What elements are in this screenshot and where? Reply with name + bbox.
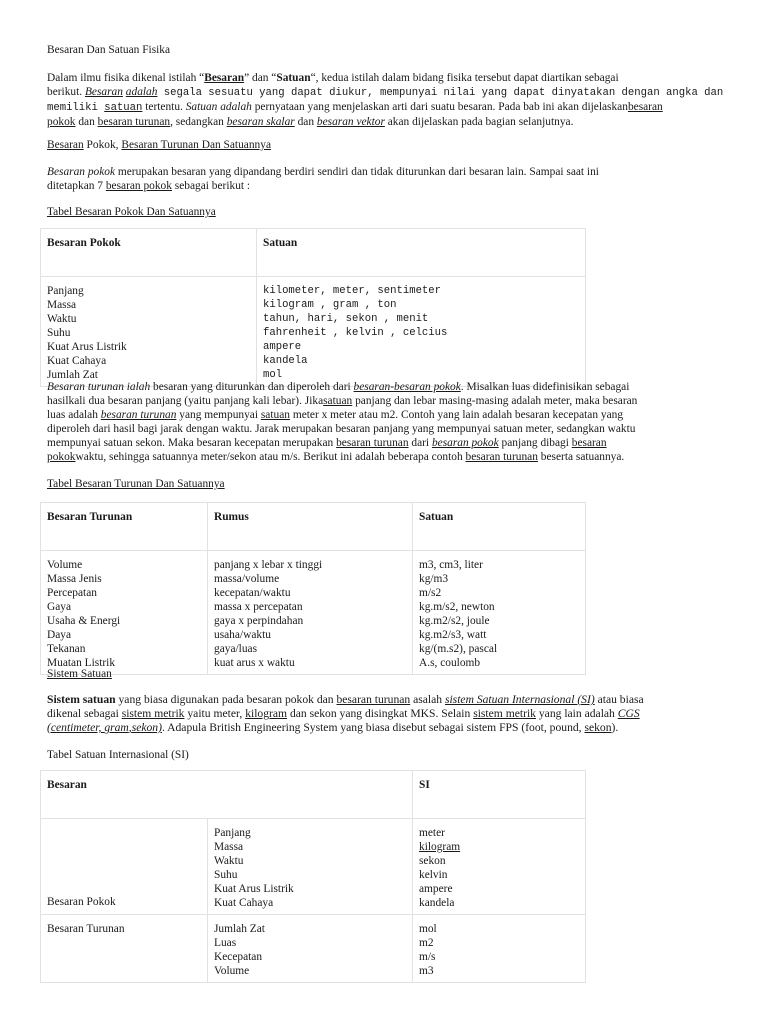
pokok-paragraph — [47, 165, 727, 193]
intro-line-2: berikut. Besaran adalah segala sesuatu yang dapat diukur, mempunyai nilai yang dapat dinyatakan dengan angka dan — [47, 86, 724, 99]
turunan-line-3: luas adalah besaran turunan yang mempunyai satuan meter x meter atau m2. Contoh yang lain adalah besaran kecepatan yang — [47, 409, 624, 421]
table-cell: kg.m2/s2, joule — [419, 615, 490, 627]
pokok-line-1: Besaran pokok merupakan besaran yang dipandang berdiri sendiri dan tidak diturunkan dari besaran lain. Sampai saat ini — [47, 166, 599, 178]
sistem-paragraph — [47, 693, 727, 735]
table-cell: kilometer, meter, sentimeter — [263, 285, 442, 297]
link-heading-turunan[interactable]: Besaran Turunan Dan Satuannya — [121, 139, 271, 151]
table-cell: sekon — [419, 855, 446, 867]
table2-header-besaran: Besaran Turunan — [41, 503, 208, 551]
table-cell: mol — [263, 369, 283, 381]
table3-header-besaran: Besaran — [41, 771, 413, 819]
sistem-line-3: (centimeter, gram,sekon). Adapula British Engineering System yang biasa disebut sebagai sistem FPS (foot, pound, sekon). — [47, 721, 619, 734]
intro-line-1: Dalam ilmu fisika dikenal istilah “Besaran” dan “Satuan“, kedua istilah dalam bidang fisika tersebut dapat diartikan sebagai — [47, 72, 619, 84]
table-cell: Jumlah Zat — [214, 923, 265, 935]
table-cell: Kuat Cahaya — [214, 897, 274, 909]
table3-group-pokok-units — [413, 819, 586, 915]
table-cell: tahun, hari, sekon , menit — [263, 313, 429, 325]
link-besaran-turunan-c[interactable]: besaran turunan — [336, 437, 409, 449]
link-sistem-metrik-b[interactable]: sistem metrik — [473, 707, 536, 720]
table2-col-besaran — [41, 551, 208, 675]
table-cell: kuat arus x waktu — [214, 657, 295, 669]
link-besaran-turunan-b[interactable]: besaran turunan — [100, 409, 177, 421]
table-cell: Suhu — [47, 327, 71, 339]
table-cell: kandela — [263, 355, 308, 367]
term-besaran[interactable]: Besaran — [204, 72, 245, 84]
turunan-line-4: diperoleh dari hasil bagi jarak dengan waktu. Jarak merupakan besaran panjang yang mempunyai satuan meter, sedangkan waktu — [47, 423, 636, 435]
sistem-satuan-heading[interactable]: Sistem Satuan — [47, 668, 112, 680]
table2-header-rumus: Rumus — [208, 503, 413, 551]
table-cell: kilogram , gram , ton — [263, 299, 397, 311]
table-cell: Muatan Listrik — [47, 657, 116, 669]
link-cgs[interactable]: CGS — [617, 707, 640, 720]
table-cell: Massa — [214, 841, 244, 853]
table-cell: kg/(m.s2), pascal — [419, 643, 498, 655]
link-sekon-b[interactable]: sekon — [584, 721, 612, 734]
link-besaran-vektor[interactable]: besaran vektor — [316, 116, 385, 128]
link-adalah[interactable]: adalah — [125, 86, 158, 98]
table1-caption[interactable]: Tabel Besaran Pokok Dan Satuannya — [47, 206, 216, 218]
table-cell: massa/volume — [214, 573, 280, 585]
table-besaran-turunan — [40, 502, 586, 675]
table-cell: Suhu — [214, 869, 238, 881]
link-besaran-skalar[interactable]: besaran skalar — [226, 116, 295, 128]
link-besaran-pokok-c[interactable]: besaran pokok — [105, 180, 172, 192]
table-cell: Jumlah Zat — [47, 369, 98, 381]
table-cell: Panjang — [214, 827, 251, 839]
table2-caption[interactable]: Tabel Besaran Turunan Dan Satuannya — [47, 478, 225, 490]
link-besaran-besaran-pokok[interactable]: besaran-besaran pokok — [353, 381, 461, 393]
table-cell: A.s, coulomb — [419, 657, 481, 669]
table1-header-besaran: Besaran Pokok — [41, 229, 257, 277]
sistem-line-1: Sistem satuan yang biasa digunakan pada besaran pokok dan besaran turunan asalah sistem Satuan Internasional (SI) atau biasa — [47, 693, 644, 706]
table-cell: kg/m3 — [419, 573, 449, 585]
intro-line-4: pokok dan besaran turunan, sedangkan besaran skalar dan besaran vektor akan dijelaskan pada bagian selanjutnya. — [47, 116, 574, 128]
link-gram[interactable]: gram — [104, 721, 129, 734]
intro-line-3: memiliki satuan tertentu. Satuan adalah pernyataan yang menjelaskan arti dari suatu besaran. Pada bab ini akan dijelaskanbesaran — [47, 101, 663, 114]
sistem-line-2: dikenal sebagai sistem metrik yaitu meter, kilogram dan sekon yang disingkat MKS. Selain sistem metrik yang lain adalah CGS — [47, 707, 640, 720]
table-cell: m/s — [419, 951, 436, 963]
link-satuan[interactable]: satuan — [104, 102, 143, 114]
table-cell: ampere — [263, 341, 302, 353]
table-cell: Panjang — [47, 285, 84, 297]
table-cell: kelvin — [419, 869, 448, 881]
table-cell: gaya x perpindahan — [214, 615, 304, 627]
table2-header-satuan: Satuan — [413, 503, 586, 551]
table-cell: Daya — [47, 629, 72, 641]
table-cell: Waktu — [47, 313, 77, 325]
table-cell: Volume — [214, 965, 250, 977]
table3-group-turunan-units — [413, 915, 586, 983]
turunan-line-1: Besaran turunan ialah besaran yang diturunkan dan diperoleh dari besaran-besaran pokok. Misalkan luas didefinisikan sebagai — [47, 381, 630, 393]
link-sekon[interactable]: sekon) — [131, 721, 162, 734]
table-cell: Luas — [214, 937, 237, 949]
table-cell: Gaya — [47, 601, 72, 613]
table-cell: Kuat Arus Listrik — [47, 341, 127, 353]
turunan-line-5: mempunyai satuan sekon. Maka besaran kecepatan merupakan besaran turunan dari besaran pokok panjang dibagi besaran — [47, 437, 607, 449]
link-besaran-pokok-a[interactable]: besaran — [627, 101, 663, 113]
link-kilogram[interactable]: kilogram — [245, 707, 288, 720]
table-cell: m/s2 — [419, 587, 442, 599]
table-cell: panjang x lebar x tinggi — [214, 559, 323, 571]
link-sistem-si[interactable]: sistem Satuan Internasional (SI) — [444, 693, 595, 706]
pokok-line-2: ditetapkan 7 besaran pokok sebagai berikut : — [47, 180, 251, 192]
table-cell: kecepatan/waktu — [214, 587, 291, 599]
table2-col-satuan — [413, 551, 586, 675]
turunan-paragraph — [47, 380, 727, 464]
turunan-line-2: hasilkali dua besaran panjang (yaitu panjang kali lebar). Jikasatuan panjang dan lebar masing-masing adalah meter, maka besaran — [47, 395, 638, 407]
table-cell: fahrenheit , kelvin , celcius — [263, 327, 448, 339]
table-cell: Tekanan — [47, 643, 86, 655]
table-cell: m3, cm3, liter — [419, 559, 483, 571]
link-satuan-c[interactable]: satuan — [260, 409, 290, 421]
table3-group-pokok-label: Besaran Pokok — [41, 819, 208, 915]
table-cell: mol — [419, 923, 437, 935]
table3-header-si: SI — [413, 771, 586, 819]
turunan-line-6: pokokwaktu, sehingga satuannya meter/sekon atau m/s. Berikut ini adalah beberapa contoh besaran turunan beserta satuannya. — [47, 451, 625, 463]
table-cell: m2 — [419, 937, 434, 949]
table-cell: usaha/waktu — [214, 629, 271, 641]
table-cell: Massa — [47, 299, 77, 311]
table-cell[interactable]: kilogram — [419, 841, 461, 853]
link-satuan-b[interactable]: satuan — [323, 395, 353, 407]
section-heading-besaran: Besaran Pokok, Besaran Turunan Dan Satuannya — [47, 139, 271, 151]
link-besaran-turunan-d[interactable]: besaran turunan — [465, 451, 538, 463]
link-sistem-metrik[interactable]: sistem metrik — [121, 707, 185, 720]
link-besaran-turunan[interactable]: besaran turunan — [97, 116, 171, 128]
table-satuan-internasional — [40, 770, 586, 983]
link-pokok-f[interactable]: pokok — [47, 451, 76, 463]
link-besaran-pokok-b[interactable]: pokok — [47, 116, 76, 128]
link-besaran[interactable]: Besaran — [84, 86, 123, 98]
document-title: Besaran Dan Satuan Fisika — [47, 44, 171, 56]
link-heading-besaran[interactable]: Besaran — [47, 139, 84, 151]
table-besaran-pokok — [40, 228, 586, 387]
table3-group-turunan-label: Besaran Turunan — [41, 915, 208, 983]
link-besaran-pokok-e[interactable]: besaran — [571, 437, 607, 449]
table-cell: meter — [419, 827, 445, 839]
table-cell: gaya/luas — [214, 643, 258, 655]
table-cell: massa x percepatan — [214, 601, 303, 613]
table-cell: Kuat Arus Listrik — [214, 883, 294, 895]
link-besaran-pokok-d[interactable]: besaran pokok — [431, 437, 499, 449]
table-cell: kandela — [419, 897, 455, 909]
table-cell: m3 — [419, 965, 434, 977]
table-cell: ampere — [419, 883, 453, 895]
table-cell: Usaha & Energi — [47, 615, 121, 627]
table1-col-satuan — [257, 277, 586, 387]
table2-col-rumus — [208, 551, 413, 675]
link-besaran-turunan-e[interactable]: besaran turunan — [336, 693, 411, 706]
table3-group-pokok-items — [208, 819, 413, 915]
table-cell: Waktu — [214, 855, 244, 867]
table3-caption: Tabel Satuan Internasional (SI) — [47, 749, 189, 761]
table-cell: Kuat Cahaya — [47, 355, 107, 367]
table-cell: kg.m2/s3, watt — [419, 629, 487, 641]
table1-col-besaran — [41, 277, 257, 387]
table-cell: Kecepatan — [214, 951, 263, 963]
table-cell: Percepatan — [47, 587, 97, 599]
table-cell: kg.m/s2, newton — [419, 601, 495, 613]
table3-group-turunan-items — [208, 915, 413, 983]
table-cell: Massa Jenis — [47, 573, 102, 585]
table1-header-satuan: Satuan — [257, 229, 586, 277]
table-cell: Volume — [47, 559, 83, 571]
intro-paragraph — [47, 71, 727, 129]
